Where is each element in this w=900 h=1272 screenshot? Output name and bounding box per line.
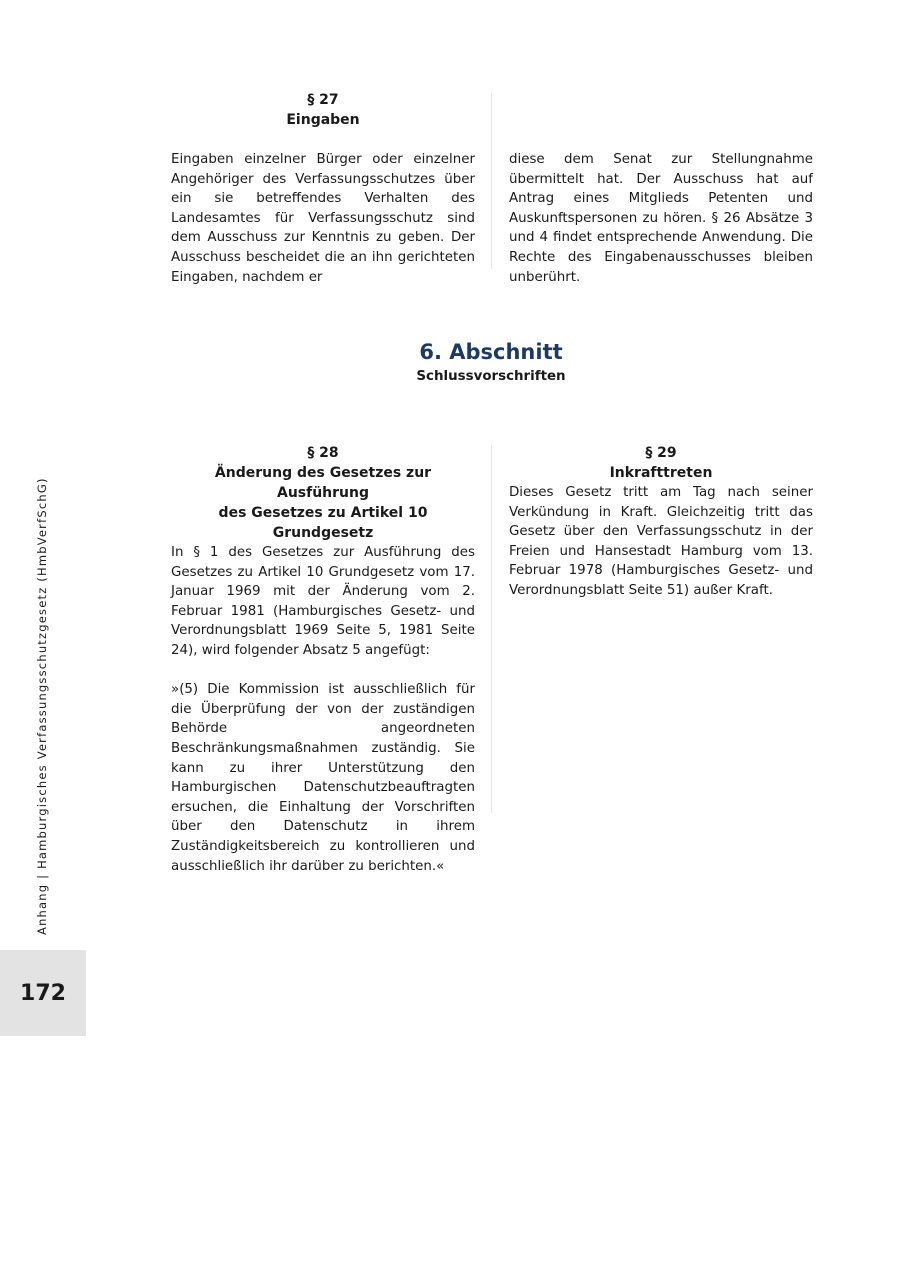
section-subtitle: Schlussvorschriften bbox=[416, 369, 566, 384]
para27-right-column bbox=[509, 150, 813, 287]
page-number: 172 bbox=[20, 980, 66, 1006]
para28-title-line1: Änderung des Gesetzes zur Ausführung bbox=[214, 465, 432, 501]
para29-text: Dieses Gesetz tritt am Tag nach seiner Verkündung in Kraft. Gleichzeitig tritt das Gesetz über den Verfassungsschutz in der Freien und Hansestadt Hamburg vom 13. Februar 1978 (Hamburgisches Gesetz- und Verordnungsblatt Seite 51) außer Kraft. bbox=[509, 485, 813, 598]
para28-title-line2: des Gesetzes zu Artikel 10 Grundgesetz bbox=[218, 505, 428, 541]
para28-text-quote: »(5) Die Kommission ist ausschließlich für die Überprüfung der von der zuständigen Behörde angeordneten Beschränkungsmaßnahmen zuständig. Sie kann zu ihrer Unterstützung den Hamburgischen Datenschutzbeauftragten ersuchen, die Einhaltung der Vorschriften über den Datenschutz in ihrem Zuständigkeitsbereich zu kontrollieren und ausschließlich ihr darüber zu berichten.« bbox=[171, 682, 475, 874]
column-divider-bottom bbox=[491, 445, 492, 813]
para29-column bbox=[509, 443, 813, 601]
para27-left-column bbox=[171, 90, 475, 287]
side-running-header: Anhang | Hamburgisches Verfassungsschutzgesetz (HmbVerfSchG) bbox=[35, 477, 49, 935]
para27-number: § 27 bbox=[307, 92, 339, 108]
para27-text-right: diese dem Senat zur Stellungnahme übermittelt hat. Der Ausschuss hat auf Antrag eines Mitglieds Petenten und Auskunftspersonen zu hören. § 26 Absätze 3 und 4 findet entsprechende Anwendung. Die Rechte des Eingabenausschusses bleiben unberührt. bbox=[509, 152, 813, 285]
page-number-box bbox=[0, 950, 86, 1036]
para29-number: § 29 bbox=[645, 445, 677, 461]
column-divider-top bbox=[491, 93, 492, 269]
para28-column bbox=[171, 443, 475, 876]
section-number: 6. Abschnitt bbox=[419, 340, 563, 364]
section-heading bbox=[0, 339, 900, 387]
para28-number: § 28 bbox=[307, 445, 339, 461]
para27-title: Eingaben bbox=[286, 112, 360, 128]
para27-text-left: Eingaben einzelner Bürger oder einzelner Angehöriger des Verfassungsschutzes über ein sie betreffendes Verhalten des Landesamtes für Verfassungsschutz sind dem Ausschuss zur Kenntnis zu geben. Der Ausschuss bescheidet die an ihn gerichteten Eingaben, nachdem er bbox=[171, 152, 475, 285]
para29-title: Inkrafttreten bbox=[609, 465, 713, 481]
para28-text-intro: In § 1 des Gesetzes zur Ausführung des Gesetzes zu Artikel 10 Grundgesetz vom 17. Januar 1969 mit der Änderung vom 2. Februar 1981 (Hamburgisches Gesetz- und Verordnungsblatt 1969 Seite 5, 1981 Seite 24), wird folgender Absatz 5 angefügt: bbox=[171, 545, 475, 658]
